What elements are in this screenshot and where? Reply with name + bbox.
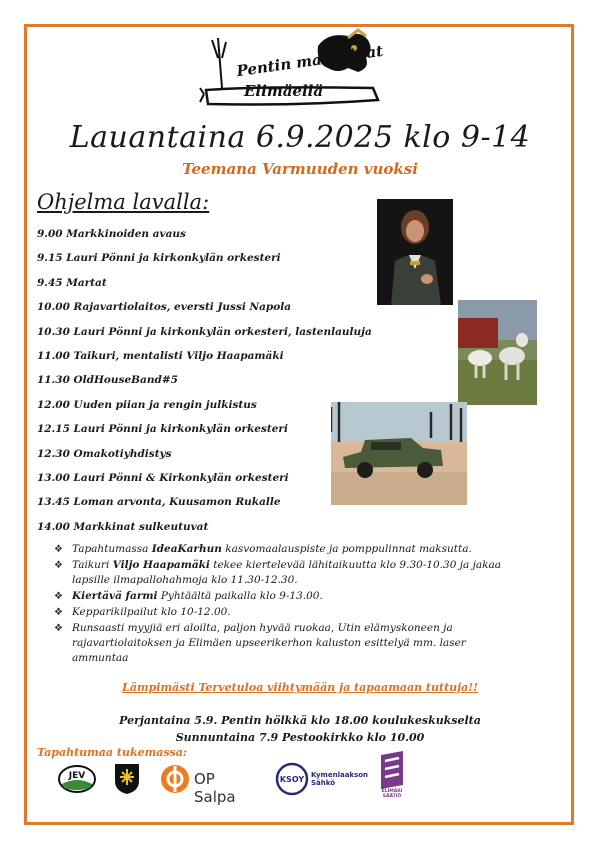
kymenlaakson-sahko-logo — [275, 762, 369, 796]
elimaki-name — [373, 789, 411, 799]
elimaki-name-line: ELIMÄKI — [381, 789, 403, 794]
welcome-message: Lämpimästi Tervetuloa viihtymään ja tapaamaan tuttuja!! — [122, 681, 478, 694]
program-item: 9.45 Martat — [37, 276, 107, 289]
program-item: 12.00 Uuden piian ja rengin julkistus — [37, 398, 257, 411]
military-vehicle-photo — [331, 402, 467, 505]
logo-title: Pentin markkinat — [235, 41, 385, 81]
program-item: 13.45 Loman arvonta, Kuusamon Rukalle — [37, 496, 281, 509]
bullet-diamond-icon: ❖ — [54, 591, 63, 602]
info-bullets — [52, 542, 522, 667]
bullet-text: kasvomaalauspiste ja pomppulinnat maksutta. — [221, 543, 472, 555]
bullet-text: Pyhtäältä paikalla klo 9-13.00. — [157, 590, 323, 602]
goats-photo — [458, 300, 537, 405]
program-item: 11.00 Taikuri, mentalisti Viljo Haapamäki — [37, 349, 284, 362]
info-bullet — [52, 605, 522, 620]
bullet-text: Runsaasti myyjiä eri aloilta, paljon hyvää ruokaa, Utin elämyskoneen ja rajavartiolaitoksen ja Elimäen upseerikerhon kaluston esittelyä mm. laser ammuntaa — [72, 622, 466, 664]
program-item: 12.15 Lauri Pönni ja kirkonkylän orkesteri — [37, 423, 288, 436]
logo-subtitle: Elimäellä — [244, 82, 324, 100]
program-item: 9.15 Lauri Pönni ja kirkonkylän orkesteri — [37, 252, 281, 265]
jev-logo — [58, 764, 96, 794]
program-heading: Ohjelma lavalla: — [37, 190, 210, 214]
event-theme: Teemana Varmuuden vuoksi — [182, 160, 418, 178]
op-salpa-logo — [160, 764, 260, 806]
program-item: 10.30 Lauri Pönni ja kirkonkylän orkesteri, lastenlauluja — [37, 325, 372, 338]
ksoy-badge-text: KSOY — [279, 775, 305, 784]
program-item: 10.00 Rajavartiolaitos, eversti Jussi Napola — [37, 301, 292, 314]
bullet-text: Kepparikilpailut klo 10-12.00. — [72, 606, 231, 618]
program-item: 9.00 Markkinoiden avaus — [37, 228, 186, 240]
ksoy-name-line: Sähkö — [311, 779, 336, 787]
sponsor-heading: Tapahtumaa tukemassa: — [37, 746, 187, 759]
bullet-bold-text: Viljo Haapamäki — [112, 559, 210, 571]
ksoy-name-line: Kymenlaakson — [311, 771, 369, 779]
info-bullet — [52, 542, 522, 557]
coat-of-arms-logo — [114, 763, 140, 795]
friday-event: Perjantaina 5.9. Pentin hölkkä klo 18.00 koulukeskukselta — [119, 714, 481, 727]
bullet-text: Tapahtumassa — [72, 543, 152, 555]
info-bullet — [52, 621, 522, 666]
program-list — [37, 226, 372, 543]
sunday-event: Sunnuntaina 7.9 Pestookirkko klo 10.00 — [175, 731, 425, 744]
bullet-bold-text: IdeaKarhun — [151, 543, 222, 555]
program-item: 12.30 Omakotiyhdistys — [37, 447, 172, 460]
elimaki-saatio-logo — [377, 751, 407, 801]
info-bullet — [52, 589, 522, 604]
jev-logo-text: JEV — [68, 771, 86, 781]
bullet-diamond-icon: ❖ — [54, 623, 63, 634]
bullet-diamond-icon: ❖ — [54, 607, 63, 618]
ksoy-name — [311, 771, 368, 787]
bullet-text: Taikuri — [72, 559, 113, 571]
bullet-diamond-icon: ❖ — [54, 544, 63, 555]
info-bullet — [52, 558, 522, 588]
markkinat-logo — [198, 28, 388, 114]
program-item: 13.00 Lauri Pönni & Kirkonkylän orkesteri — [37, 471, 289, 484]
program-item: 11.30 OldHouseBand#5 — [37, 374, 178, 387]
bullet-bold-text: Kiertävä farmi — [72, 590, 158, 602]
event-date-title: Lauantaina 6.9.2025 klo 9-14 — [69, 120, 531, 155]
op-salpa-text: OP Salpa — [194, 770, 236, 806]
bullet-diamond-icon: ❖ — [54, 560, 63, 571]
bullet-text: tekee kiertelevää lähitaikuutta klo 9.30-10.30 ja jakaa lapsille ilmapallohahmoja klo 11.30-12.30. — [72, 559, 502, 586]
magician-photo — [377, 199, 453, 305]
program-item: 14.00 Markkinat sulkeutuvat — [37, 520, 209, 533]
elimaki-name-line: SÄÄTIÖ — [382, 794, 402, 799]
